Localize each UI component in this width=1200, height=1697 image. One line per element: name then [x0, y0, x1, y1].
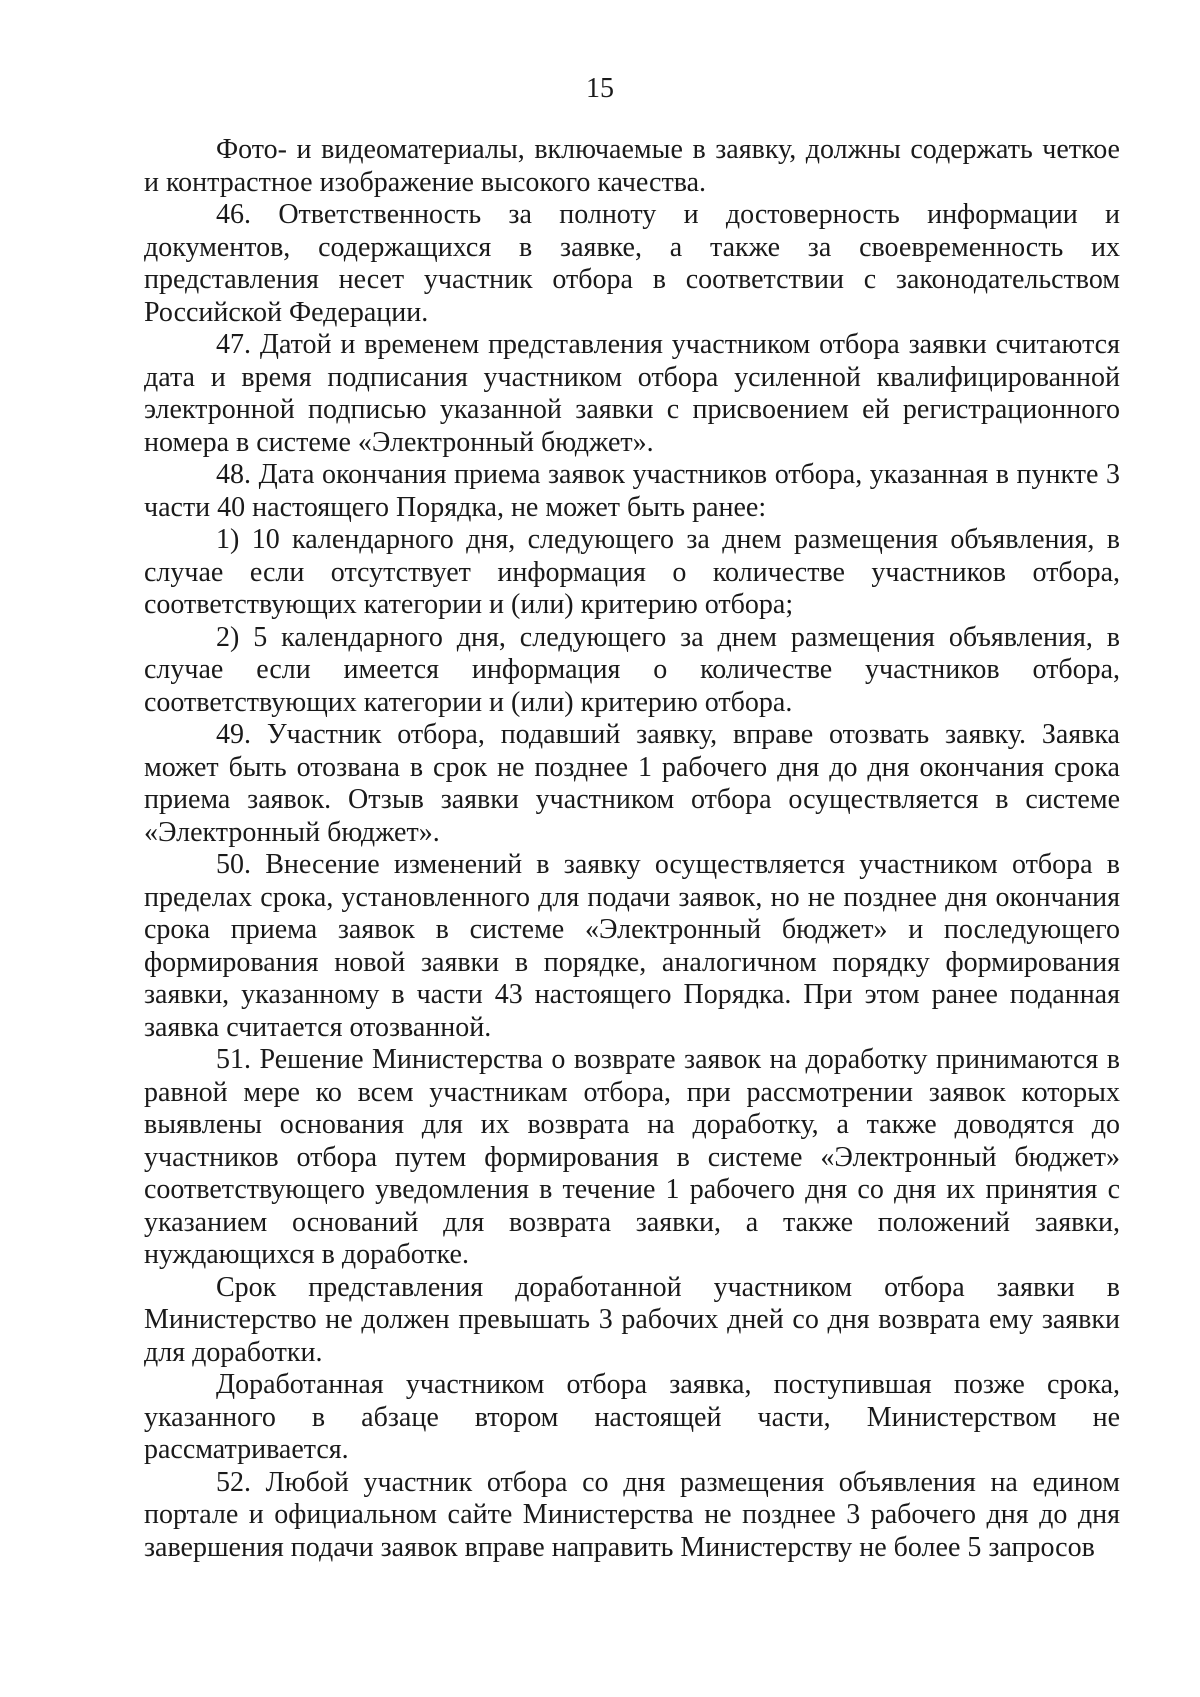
paragraph-48-item-2: 2) 5 календарного дня, следующего за днем размещения объявления, в случае если имеется информация о количестве участников отбора, соответствующих категории и (или) критерию отбора.: [144, 621, 1120, 718]
paragraph-47: 47. Датой и временем представления участником отбора заявки считаются дата и время подписания участником отбора усиленной квалифицированной электронной подписью указанной заявки с присвоением ей регистрационного номера в системе «Электронный бюджет».: [144, 329, 1120, 458]
paragraph-50: 50. Внесение изменений в заявку осуществляется участником отбора в пределах срока, установленного для подачи заявок, но не позднее дня окончания срока приема заявок в системе «Электронный бюджет» и последующего формирования новой заявки в порядке, аналогичном порядку формирования заявки, указанному в части 43 настоящего Порядка. При этом ранее поданная заявка считается отозванной.: [144, 849, 1120, 1043]
paragraph-intro-photo-materials: Фото- и видеоматериалы, включаемые в заявку, должны содержать четкое и контрастное изображение высокого качества.: [144, 134, 1120, 198]
page-number: 15: [586, 73, 614, 104]
paragraph-49: 49. Участник отбора, подавший заявку, вправе отозвать заявку. Заявка может быть отозвана в срок не позднее 1 рабочего дня до дня окончания срока приема заявок. Отзыв заявки участником отбора осуществляется в системе «Электронный бюджет».: [144, 719, 1120, 848]
paragraph-48: 48. Дата окончания приема заявок участников отбора, указанная в пункте 3 части 40 настоящего Порядка, не может быть ранее:: [144, 459, 1120, 523]
paragraph-46: 46. Ответственность за полноту и достоверность информации и документов, содержащихся в заявке, а также за своевременность их представления несет участник отбора в соответствии с законодательством Российской Федерации.: [144, 199, 1120, 328]
paragraph-51-deadline: Срок представления доработанной участником отбора заявки в Министерство не должен превышать 3 рабочих дней со дня возврата ему заявки для доработки.: [144, 1271, 1120, 1368]
paragraph-51-late-submission: Доработанная участником отбора заявка, поступившая позже срока, указанного в абзаце втором настоящей части, Министерством не рассматривается.: [144, 1369, 1120, 1465]
paragraph-48-item-1: 1) 10 календарного дня, следующего за днем размещения объявления, в случае если отсутствует информация о количестве участников отбора, соответствующих категории и (или) критерию отбора;: [144, 524, 1120, 620]
paragraph-52: 52. Любой участник отбора со дня размещения объявления на едином портале и официальном сайте Министерства не позднее 3 рабочего дня до дня завершения подачи заявок вправе направить Министерству не более 5 запросов: [144, 1466, 1120, 1563]
paragraph-51: 51. Решение Министерства о возврате заявок на доработку принимаются в равной мере ко всем участникам отбора, при рассмотрении заявок которых выявлены основания для их возврата на доработку, а также доводятся до участников отбора путем формирования в системе «Электронный бюджет» соответствующего уведомления в течение 1 рабочего дня со дня их принятия с указанием оснований для возврата заявки, а также положений заявки, нуждающихся в доработке.: [144, 1044, 1120, 1270]
document-body: [144, 134, 1120, 1564]
